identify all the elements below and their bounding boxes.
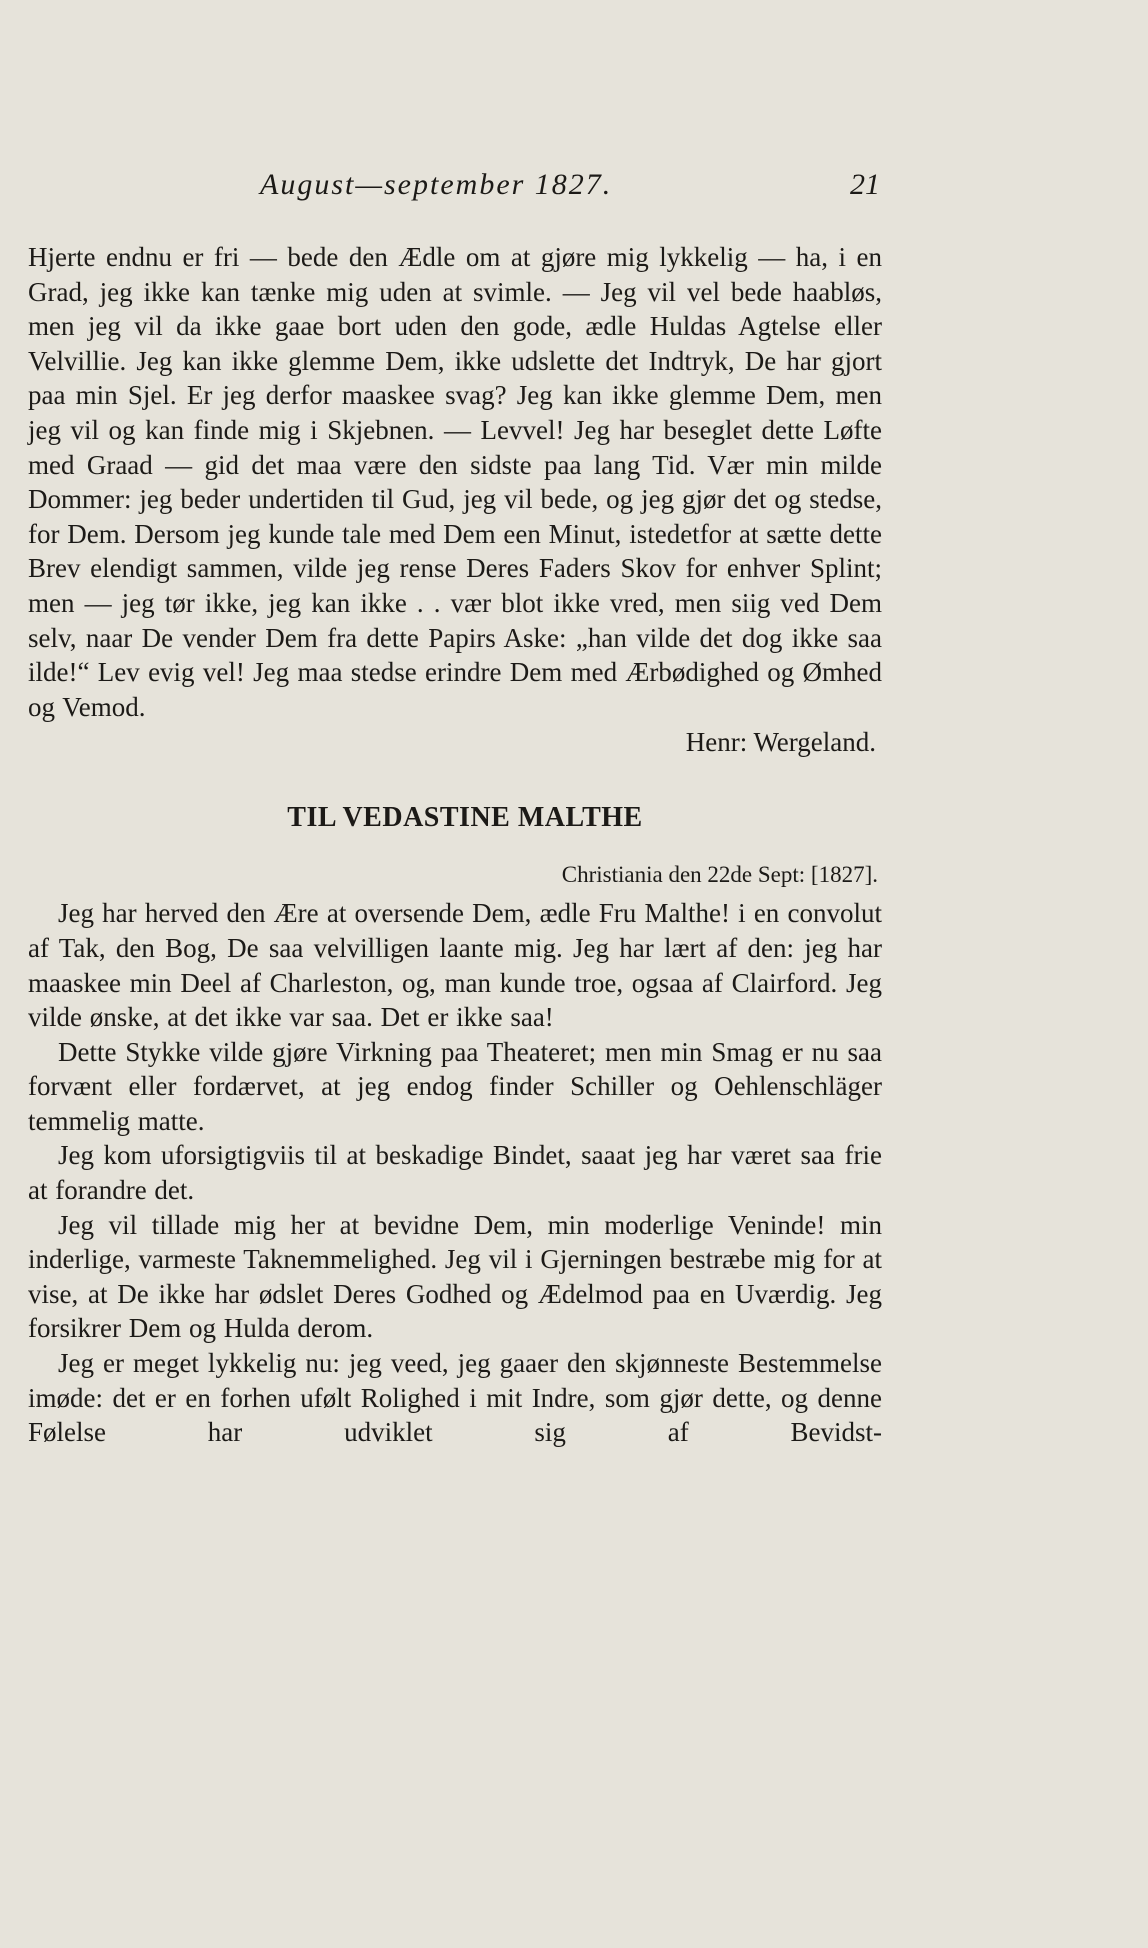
paragraph: Jeg har herved den Ære at oversende Dem, ædle Fru Malthe! i en convolut af Tak, den Bog, De saa velvilligen laante mig. Jeg har lært af den: jeg har maaskee min Deel af Charleston, og, man kunde troe, ogsaa af Clairford. Jeg vilde ønske, at det ikke var saa. Det er ikke saa! bbox=[28, 898, 882, 1033]
paragraph: Hjerte endnu er fri — bede den Ædle om at gjøre mig lykkelig — ha, i en Grad, jeg ikke kan tænke mig uden at svimle. — Jeg vil vel bede haabløs, men jeg vil da ikke gaae bort uden den gode, ædle Huldas Agtelse eller Velvillie. Jeg kan ikke glemme Dem, ikke udslette det Indtryk, De har gjort paa min Sjel. Er jeg derfor maaskee svag? Jeg kan ikke glemme Dem, men jeg vil og kan finde mig i Skjebnen. — Levvel! Jeg har beseglet dette Løfte med Graad — gid det maa være den sidste paa lang Tid. Vær min milde Dommer: jeg beder undertiden til Gud, jeg vil bede, og jeg gjør det og stedse, for Dem. Dersom jeg kunde tale med Dem een Minut, istedetfor at sætte dette Brev elendigt sammen, vilde jeg rense Deres Faders Skov for enhver Splint; men — jeg tør ikke, jeg kan ikke . . vær blot ikke vred, men siig ved Dem selv, naar De vender Dem fra dette Papirs Aske: „han vilde det dog ikke saa ilde!“ Lev evig vel! Jeg maa stedse erindre Dem med Ærbødighed og Ømhed og Vemod. bbox=[28, 242, 882, 722]
letter-to-vedastine-malthe bbox=[28, 802, 882, 1450]
letter-dateline: Christiania den 22de Sept: [1827]. bbox=[561, 862, 878, 888]
page-number: 21 bbox=[850, 168, 880, 201]
previous-letter-ending bbox=[28, 240, 882, 760]
paragraph: Jeg kom uforsigtigviis til at beskadige Bindet, saaat jeg har været saa frie at forandre det. bbox=[28, 1140, 882, 1206]
paragraph: Dette Stykke vilde gjøre Virkning paa Theateret; men min Smag er nu saa forvænt eller fordærvet, at jeg endog finder Schiller og Oehlenschläger temmelig matte. bbox=[28, 1036, 882, 1136]
running-head bbox=[28, 168, 880, 212]
paragraph: Jeg er meget lykkelig nu: jeg veed, jeg gaaer den skjønneste Bestemmelse imøde: det er en forhen ufølt Rolighed i mit Indre, som gjør dette, og denne Følelse har udviklet sig af Bevidst- bbox=[28, 1348, 882, 1448]
paragraph: Jeg vil tillade mig her at bevidne Dem, min moderlige Veninde! min inderlige, varmeste Taknemmelighed. Jeg vil i Gjerningen bestræbe mig for at vise, at De ikke har ødslet Deres Godhed og Ædelmod paa en Uværdig. Jeg forsikrer Dem og Hulda derom. bbox=[28, 1209, 882, 1344]
running-head-title: August—september 1827. bbox=[260, 168, 613, 201]
page-body bbox=[28, 240, 882, 1450]
signature: Henr: Wergeland. bbox=[685, 727, 876, 758]
letter-heading: TIL VEDASTINE MALTHE bbox=[287, 802, 643, 834]
